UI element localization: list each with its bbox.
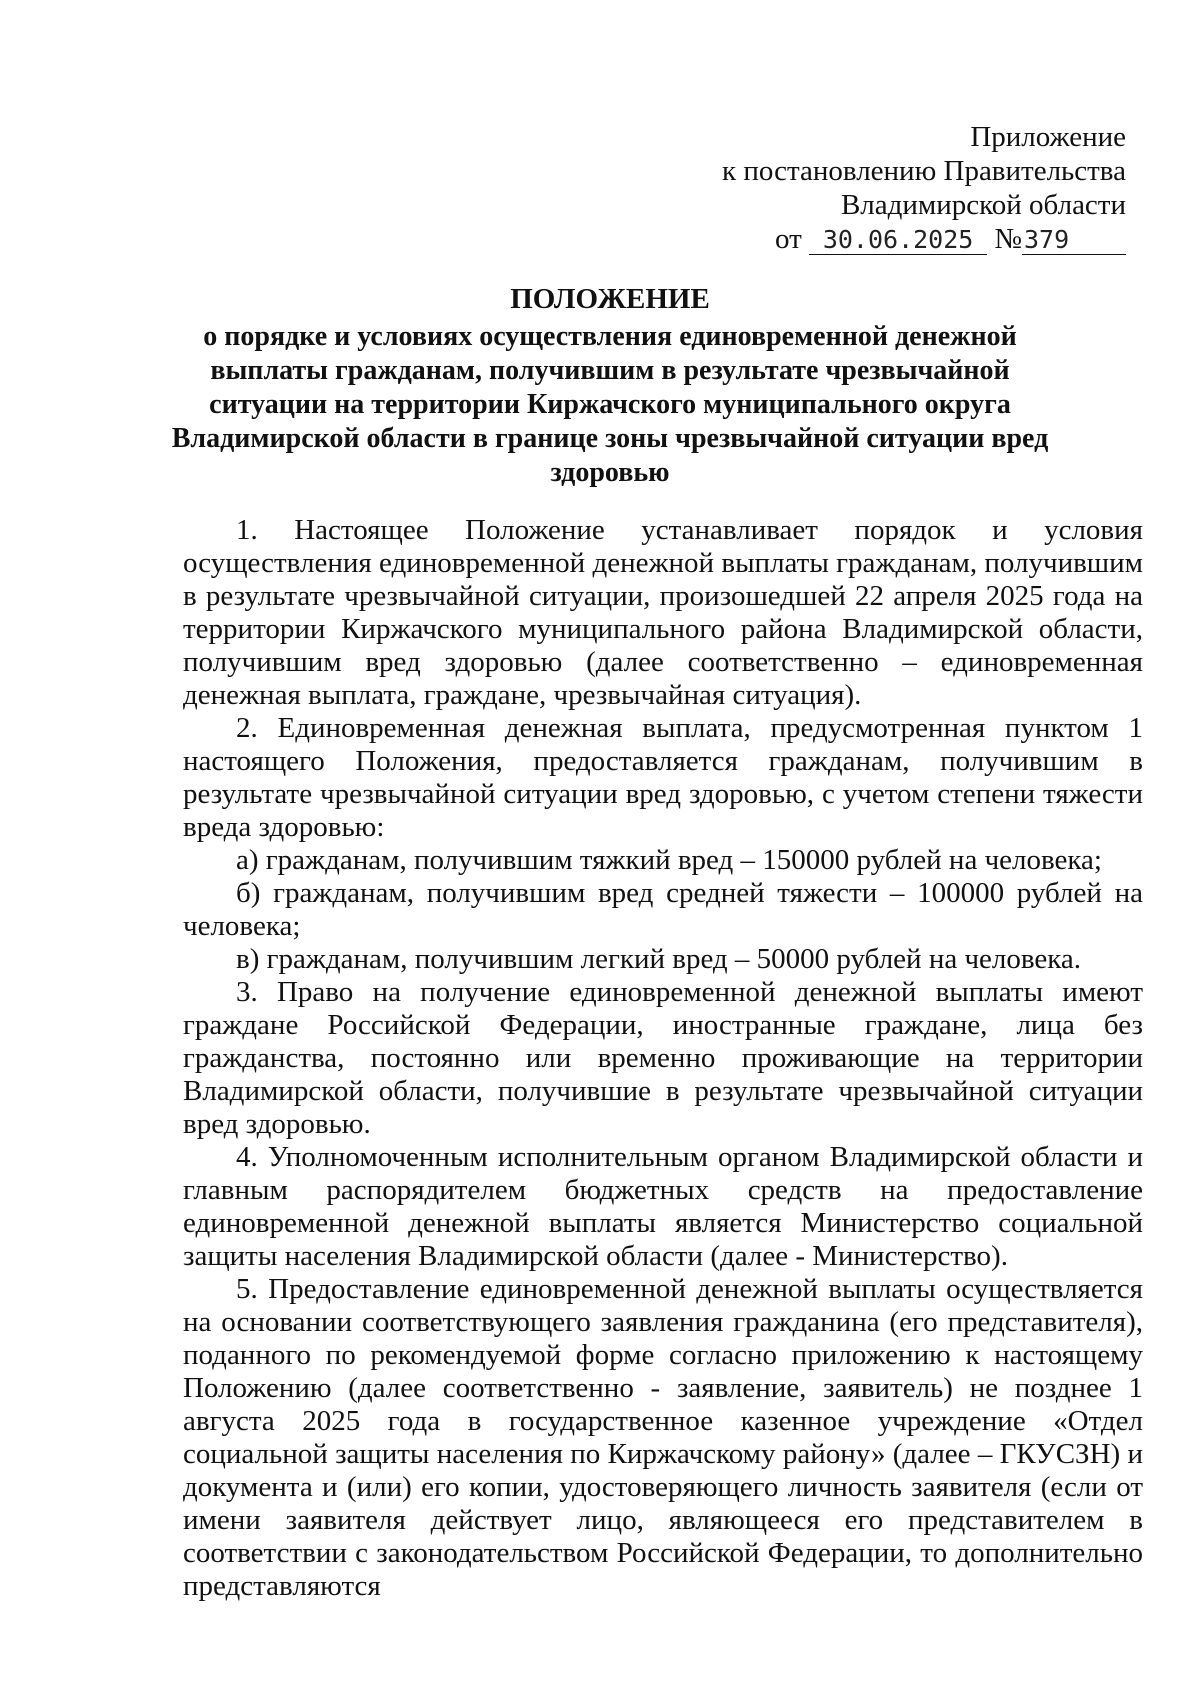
document-body — [183, 514, 1143, 1603]
resolution-reference: к постановлению Правительства — [722, 155, 1126, 187]
appendix-header — [722, 120, 1126, 256]
resolution-date: 30.06.2025 — [809, 226, 987, 255]
date-number-line — [722, 222, 1126, 256]
title-subtitle: о порядке и условиях осуществления единовременной денежной выплаты гражданам, получившим в результате чрезвычайной ситуации на территории Киржачского муниципального округа Владимирской области в границе зоны чрезвычайной ситуации вред здоровью — [171, 321, 1049, 488]
paragraph-4: 4. Уполномоченным исполнительным органом Владимирской области и главным распорядителем бюджетных средств на предоставление единовременной денежной выплаты является Министерство социальной защиты населения Владимирской области (далее - Министерство). — [183, 1141, 1143, 1272]
paragraph-2: 2. Единовременная денежная выплата, предусмотренная пунктом 1 настоящего Положения, предоставляется гражданам, получившим в результате чрезвычайной ситуации вред здоровью, с учетом степени тяжести вреда здоровью: — [183, 712, 1143, 843]
paragraph-2b: б) гражданам, получившим вред средней тяжести – 100000 рублей на человека; — [183, 877, 1143, 942]
from-label: от — [775, 223, 802, 255]
region-name: Владимирской области — [840, 189, 1126, 221]
paragraph-2c: в) гражданам, получившим легкий вред – 50000 рублей на человека. — [236, 943, 1082, 975]
number-label: № — [994, 223, 1022, 255]
paragraph-1: 1. Настоящее Положение устанавливает порядок и условия осуществления единовременной денежной выплаты гражданам, получившим в результате чрезвычайной ситуации, произошедшей 22 апреля 2025 года на территории Киржачского муниципального района Владимирской области, получившим вред здоровью (далее соответственно – единовременная денежная выплата, граждане, чрезвычайная ситуация). — [183, 514, 1143, 711]
title-main: ПОЛОЖЕНИЕ — [510, 283, 710, 315]
paragraph-2a: а) гражданам, получившим тяжкий вред – 150000 рублей на человека; — [236, 844, 1102, 876]
appendix-label: Приложение — [970, 121, 1126, 153]
paragraph-5: 5. Предоставление единовременной денежной выплаты осуществляется на основании соответствующего заявления гражданина (его представителя), поданного по рекомендуемой форме согласно приложению к настоящему Положению (далее соответственно - заявление, заявитель) не позднее 1 августа 2025 года в государственное казенное учреждение «Отдел социальной защиты населения по Киржачскому району» (далее – ГКУСЗН) и документа и (или) его копии, удостоверяющего личность заявителя (если от имени заявителя действует лицо, являющееся его представителем в соответствии с законодательством Российской Федерации, то дополнительно представляются — [183, 1273, 1143, 1602]
paragraph-3: 3. Право на получение единовременной денежной выплаты имеют граждане Российской Федерации, иностранные граждане, лица без гражданства, постоянно или временно проживающие на территории Владимирской области, получившие в результате чрезвычайной ситуации вред здоровью. — [183, 976, 1143, 1140]
document-title — [150, 282, 1070, 490]
resolution-number: 379 — [1022, 226, 1126, 255]
